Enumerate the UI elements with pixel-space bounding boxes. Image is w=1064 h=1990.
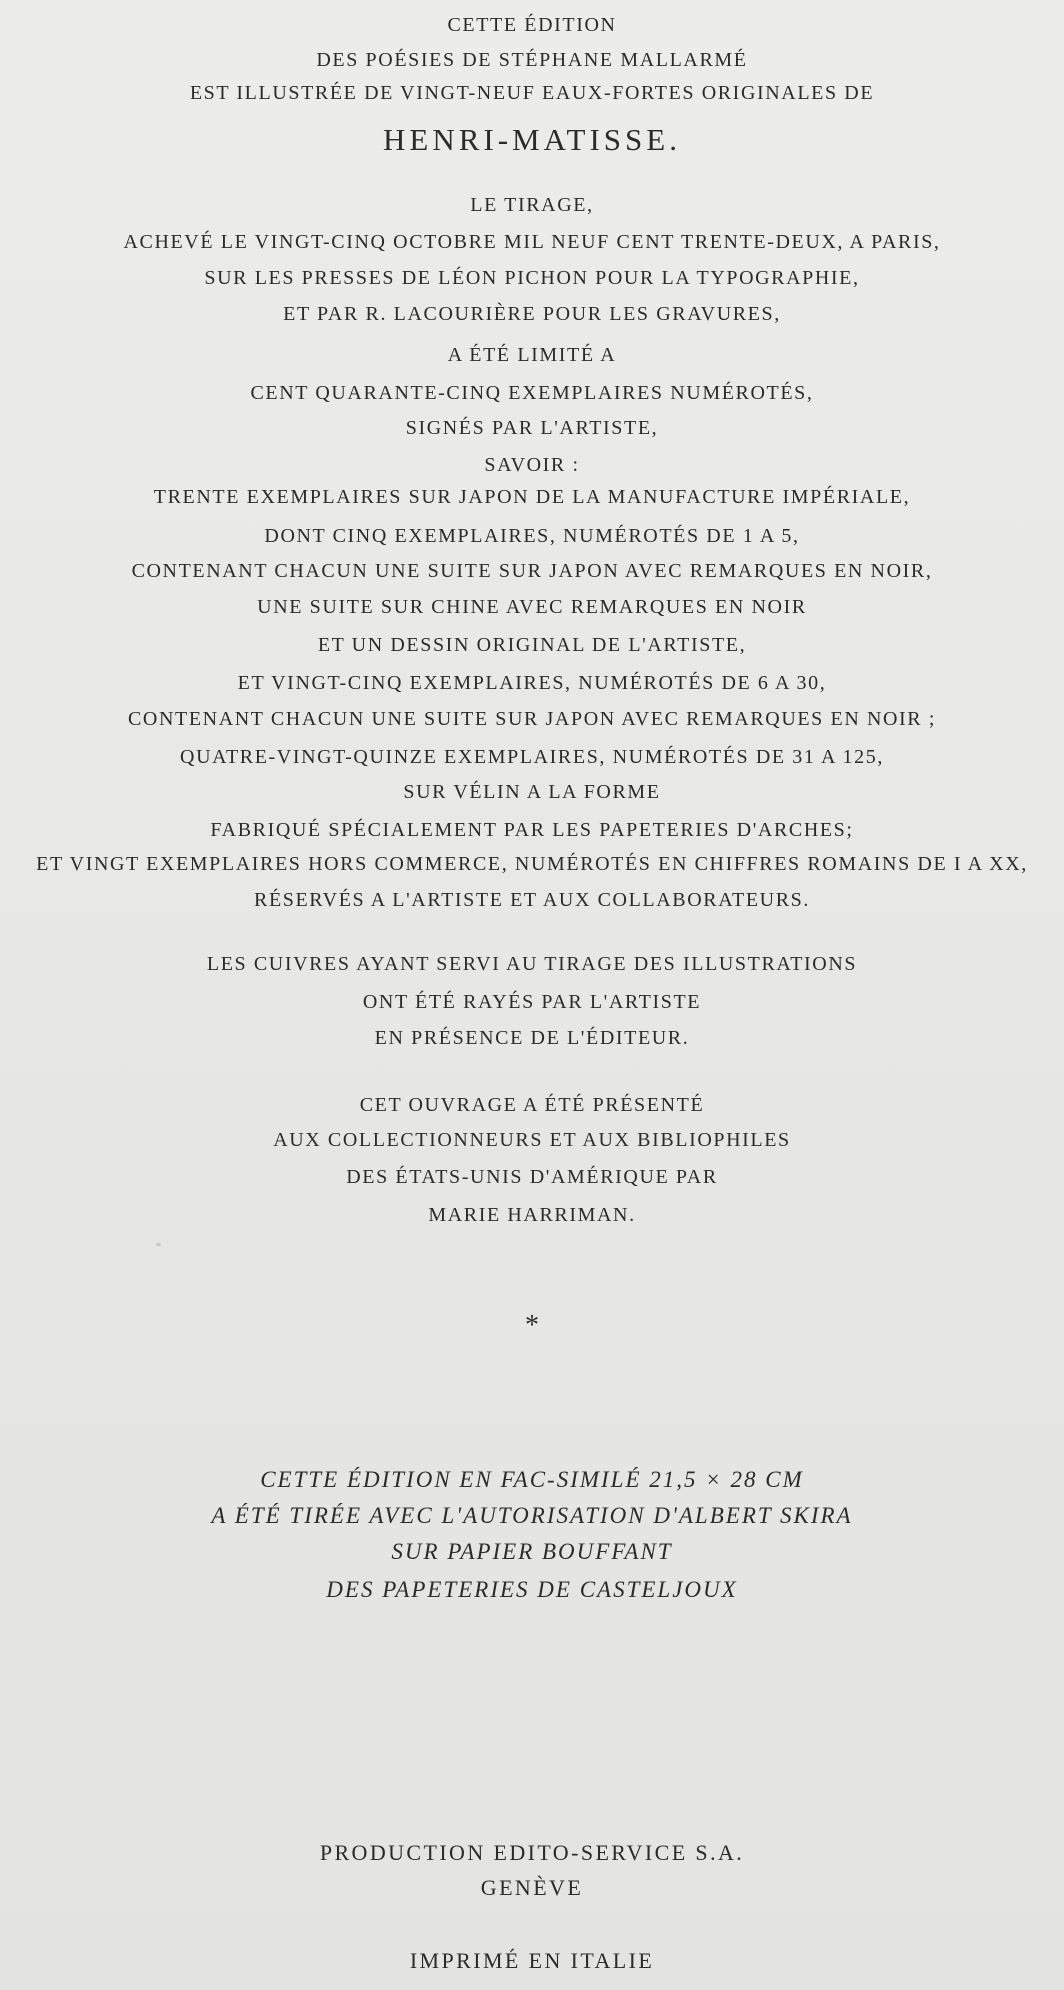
tirage-line: ACHEVÉ LE VINGT-CINQ OCTOBRE MIL NEUF CENT TRENTE-DEUX, A PARIS, xyxy=(123,231,941,253)
intro-line: CETTE ÉDITION xyxy=(447,14,617,36)
facsimile-line: CETTE ÉDITION EN FAC-SIMILÉ 21,5 × 28 CM xyxy=(260,1467,804,1492)
facsimile-line: DES PAPETERIES DE CASTELJOUX xyxy=(326,1577,738,1602)
artist-name: HENRI-MATISSE. xyxy=(383,122,681,157)
tirage-line: ET VINGT-CINQ EXEMPLAIRES, NUMÉROTÉS DE 6 A 30, xyxy=(237,672,827,694)
tirage-line: DONT CINQ EXEMPLAIRES, NUMÉROTÉS DE 1 A 5, xyxy=(264,525,800,547)
tirage-line: ET PAR R. LACOURIÈRE POUR LES GRAVURES, xyxy=(283,303,781,325)
tirage-line: ET UN DESSIN ORIGINAL DE L'ARTISTE, xyxy=(317,634,747,656)
tirage-line: TRENTE EXEMPLAIRES SUR JAPON DE LA MANUFACTURE IMPÉRIALE, xyxy=(153,486,911,508)
cuivres-line: EN PRÉSENCE DE L'ÉDITEUR. xyxy=(374,1027,690,1049)
tirage-line: UNE SUITE SUR CHINE AVEC REMARQUES EN NOIR xyxy=(257,596,807,618)
intro-line: EST ILLUSTRÉE DE VINGT-NEUF EAUX-FORTES ORIGINALES DE xyxy=(189,82,875,104)
tirage-line: SIGNÉS PAR L'ARTISTE, xyxy=(405,417,659,439)
presentation-line: DES ÉTATS-UNIS D'AMÉRIQUE PAR xyxy=(346,1166,718,1188)
presentation-line: MARIE HARRIMAN. xyxy=(428,1204,636,1226)
tirage-line: ET VINGT EXEMPLAIRES HORS COMMERCE, NUMÉROTÉS EN CHIFFRES ROMAINS DE I A XX, xyxy=(36,853,1028,875)
cuivres-line: LES CUIVRES AYANT SERVI AU TIRAGE DES ILLUSTRATIONS xyxy=(206,953,858,975)
tirage-line: SAVOIR : xyxy=(484,454,580,476)
tirage-line: CONTENANT CHACUN UNE SUITE SUR JAPON AVEC REMARQUES EN NOIR, xyxy=(131,560,933,582)
tirage-line: RÉSERVÉS A L'ARTISTE ET AUX COLLABORATEURS. xyxy=(254,889,810,911)
tirage-line: FABRIQUÉ SPÉCIALEMENT PAR LES PAPETERIES D'ARCHES; xyxy=(210,819,854,841)
facsimile-line: SUR PAPIER BOUFFANT xyxy=(391,1539,673,1564)
tirage-line: QUATRE-VINGT-QUINZE EXEMPLAIRES, NUMÉROTÉS DE 31 A 125, xyxy=(180,746,884,768)
printed-in: IMPRIMÉ EN ITALIE xyxy=(409,1948,655,1973)
tirage-line: CONTENANT CHACUN UNE SUITE SUR JAPON AVEC REMARQUES EN NOIR ; xyxy=(127,708,937,730)
production-line: GENÈVE xyxy=(480,1875,584,1900)
tirage-line: CENT QUARANTE-CINQ EXEMPLAIRES NUMÉROTÉS, xyxy=(250,382,814,404)
paper-speck xyxy=(156,1243,161,1246)
tirage-line: A ÉTÉ LIMITÉ A xyxy=(447,344,617,366)
separator-asterisk: * xyxy=(525,1310,539,1341)
facsimile-line: A ÉTÉ TIRÉE AVEC L'AUTORISATION D'ALBERT SKIRA xyxy=(211,1503,853,1528)
intro-line: DES POÉSIES DE STÉPHANE MALLARMÉ xyxy=(316,49,748,71)
tirage-line: SUR VÉLIN A LA FORME xyxy=(403,781,661,803)
presentation-line: CET OUVRAGE A ÉTÉ PRÉSENTÉ xyxy=(359,1094,705,1116)
tirage-line: LE TIRAGE, xyxy=(470,194,594,216)
production-line: PRODUCTION EDITO-SERVICE S.A. xyxy=(319,1840,745,1865)
presentation-line: AUX COLLECTIONNEURS ET AUX BIBLIOPHILES xyxy=(273,1129,791,1151)
cuivres-line: ONT ÉTÉ RAYÉS PAR L'ARTISTE xyxy=(362,991,702,1013)
tirage-line: SUR LES PRESSES DE LÉON PICHON POUR LA TYPOGRAPHIE, xyxy=(204,267,860,289)
